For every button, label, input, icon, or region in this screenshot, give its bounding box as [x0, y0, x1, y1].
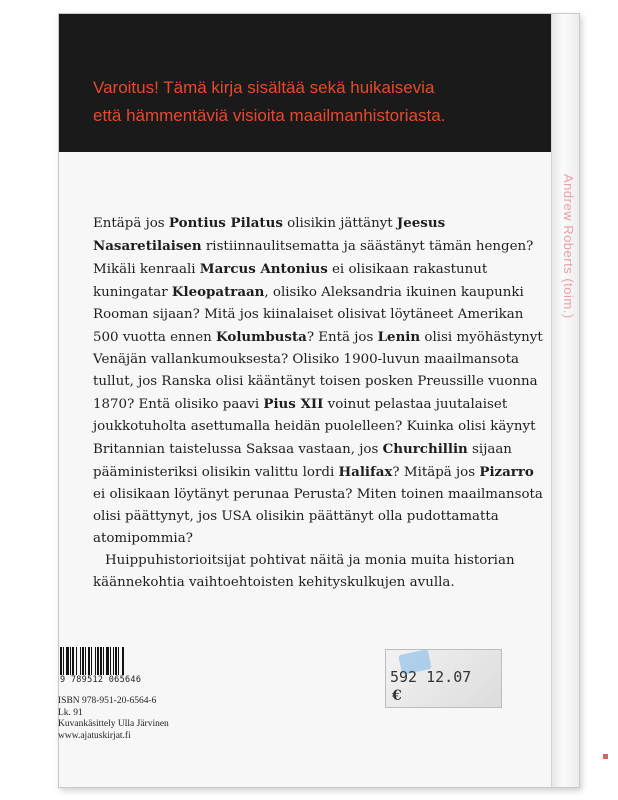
blurb-bold-name: Pius XII: [263, 396, 324, 412]
blurb: [93, 212, 548, 594]
book-spine: [551, 14, 579, 787]
blurb-text-run: ei olisikaan löytänyt perunaa Perusta? Miten toinen maailmansota olisi päättynyt, jos USA olisikin päättänyt olla pudottamatta atomipommia?: [93, 487, 543, 546]
warning-line-1: Varoitus! Tämä kirja sisältää sekä huikaisevia: [93, 78, 435, 97]
barcode-bars: [60, 647, 162, 675]
blurb-text-run: ? Mitäpä jos: [392, 465, 480, 480]
blurb-bold-name: Marcus Antonius: [199, 261, 328, 277]
spine-author-text: Andrew Roberts (toim.): [561, 174, 576, 319]
price-sticker: [385, 649, 502, 708]
blurb-paragraph-1: [93, 212, 548, 550]
blurb-text-run: ? Entä jos: [306, 330, 378, 345]
blurb-text-run: ei olisikaan rakastunut kuningatar: [93, 262, 488, 300]
barcode-bar: [124, 647, 125, 675]
blurb-text-run: voinut pelastaa juutalaiset joukkotuholta asettumalla heidän puolelleen? Kuinka olisi käynyt Britannian taistelussa Saksaa vastaan, jos: [93, 397, 536, 457]
blurb-bold-name: Churchillin: [382, 441, 468, 457]
blurb-text-run: olisikin jättänyt: [282, 216, 397, 231]
warning-text: [93, 74, 553, 130]
sticker-price: 592 12.07: [390, 668, 472, 686]
euro-icon: €: [392, 688, 402, 704]
blurb-text-run: ristiinnaulitsematta ja säästänyt tämän hengen? Mikäli kenraali: [93, 239, 534, 277]
blurb-bold-name: Kolumbusta: [216, 329, 307, 345]
blurb-bold-name: Kleopatraan: [171, 284, 265, 300]
corner-sticker-mark: [603, 754, 608, 759]
warning-line-2: että hämmentäviä visioita maailmanhistoriasta.: [93, 106, 446, 125]
blurb-bold-name: Pontius Pilatus: [168, 215, 283, 231]
publisher-meta: [58, 696, 169, 742]
image-credit: Kuvankäsittely Ulla Järvinen: [58, 719, 169, 729]
blurb-bold-name: Pizarro: [479, 464, 534, 480]
blurb-paragraph-2: Huippuhistorioitsijat pohtivat näitä ja monia muita historian käännekohtia vaihtoehtoisten kehityskulkujen avulla.: [93, 553, 515, 590]
blurb-bold-name: Jeesus Nasaretilaisen: [93, 215, 446, 254]
barcode-digits: 9 789512 065646: [60, 675, 142, 685]
blurb-text-run: sijaan pääministeriksi olisikin valittu lordi: [93, 442, 512, 480]
library-class: Lk. 91: [58, 707, 83, 718]
blurb-text-run: , olisiko Aleksandria ikuinen kaupunki Rooman sijaan? Mitä jos kiinalaiset olisivat löytäneet Amerikan 500 vuotta ennen: [93, 285, 524, 345]
blurb-bold-name: Lenin: [377, 329, 421, 345]
blurb-bold-name: Halifax: [338, 464, 393, 480]
isbn-barcode: [60, 647, 162, 685]
blurb-text-run: olisi myöhästynyt Venäjän vallankumouksesta? Olisiko 1900-luvun maailmansota tullut, jos Ranska olisi kääntänyt toisen posken Preussille vuonna 1870? Entä olisiko paavi: [93, 330, 543, 412]
isbn-text: ISBN 978-951-20-6564-6: [58, 696, 157, 706]
blurb-text-run: Entäpä jos: [93, 216, 169, 231]
cover-header-band: [59, 14, 579, 152]
publisher-url: www.ajatuskirjat.fi: [58, 730, 131, 741]
